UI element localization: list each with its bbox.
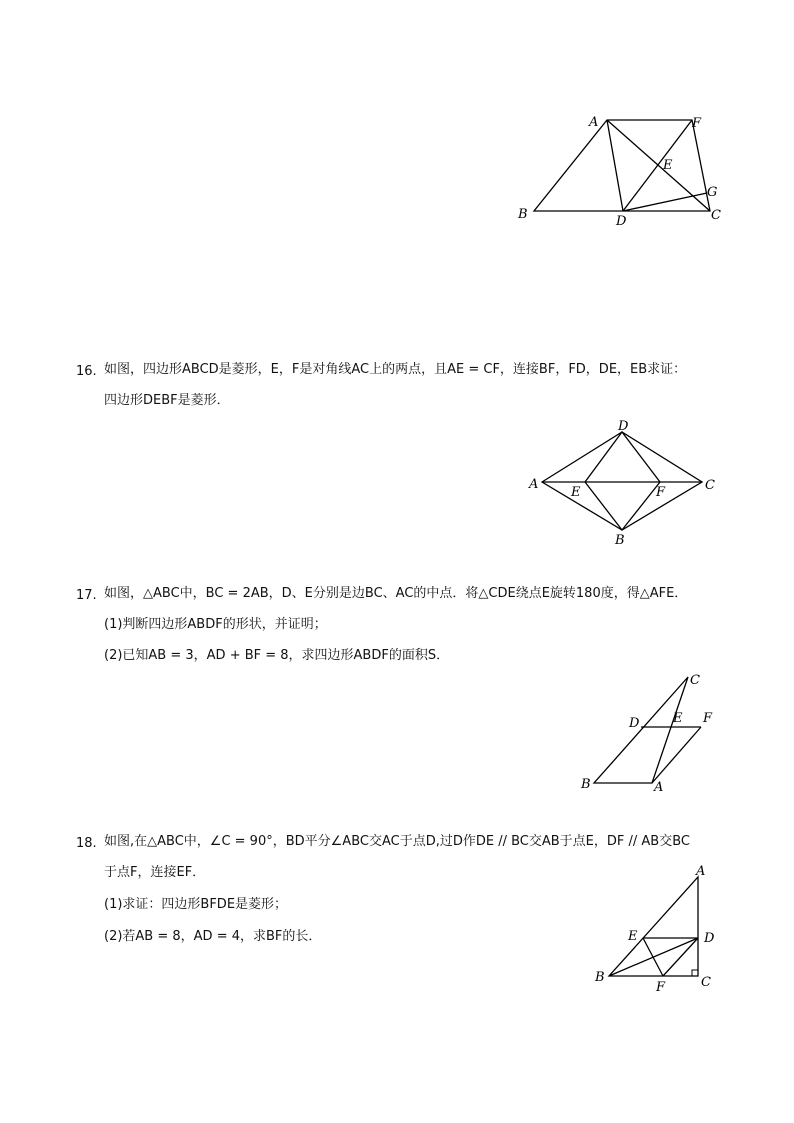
problem-18-line-3: (1)求证：四边形BFDE是菱形； [104, 897, 288, 912]
label-b: B [581, 777, 591, 792]
label-c: C [690, 673, 700, 688]
problem-16-number: 16. [76, 364, 97, 379]
label-e: E [673, 711, 683, 726]
label-e: E [628, 929, 638, 944]
triangle-abc [609, 877, 698, 976]
problem-16-line-2: 四边形DEBF是菱形． [104, 393, 230, 408]
label-a: A [654, 780, 664, 795]
problem-17-number: 17. [76, 588, 97, 603]
label-e: E [571, 485, 581, 500]
label-f: F [703, 711, 713, 726]
problem-17-line-3: (2)已知AB = 3，AD + BF = 8，求四边形ABDF的面积S． [104, 648, 450, 663]
right-angle-mark [692, 970, 698, 976]
label-f: F [656, 485, 666, 500]
label-f: F [692, 116, 702, 131]
problem-17-line-1: 如图，△ABC中，BC = 2AB，D、E分别是边BC、AC的中点．将△CDE绕点E旋转180度，得△AFE． [104, 586, 688, 601]
label-c: C [711, 208, 721, 223]
problem-18-line-1: 如图,在△ABC中，∠C = 90°，BD平分∠ABC交AC于点D,过D作DE // BC交AB于点E，DF // AB交BC [104, 834, 690, 849]
problem-18-line-2: 于点F，连接EF． [104, 865, 206, 880]
label-c: C [701, 975, 711, 990]
label-e: E [663, 158, 673, 173]
label-a: A [529, 477, 539, 492]
label-d: D [629, 716, 640, 731]
problem-17-line-2: (1)判断四边形ABDF的形状，并证明； [104, 617, 327, 632]
label-b: B [518, 207, 528, 222]
label-a: A [589, 115, 599, 130]
problem-18-number: 18. [76, 836, 97, 851]
label-g: G [707, 185, 718, 200]
label-d: D [704, 931, 715, 946]
label-d: D [618, 419, 629, 434]
segment-ef [643, 938, 663, 976]
label-c: C [705, 478, 715, 493]
label-d: D [616, 214, 627, 229]
problem-18-line-4: (2)若AB = 8，AD = 4，求BF的长． [104, 929, 322, 944]
label-f: F [656, 980, 666, 995]
problem-16-line-1: 如图，四边形ABCD是菱形，E，F是对角线AC上的两点，且AE = CF，连接BF，FD，DE，EB求证： [104, 362, 687, 377]
label-b: B [615, 533, 625, 548]
label-b: B [595, 970, 605, 985]
label-a: A [696, 864, 706, 879]
